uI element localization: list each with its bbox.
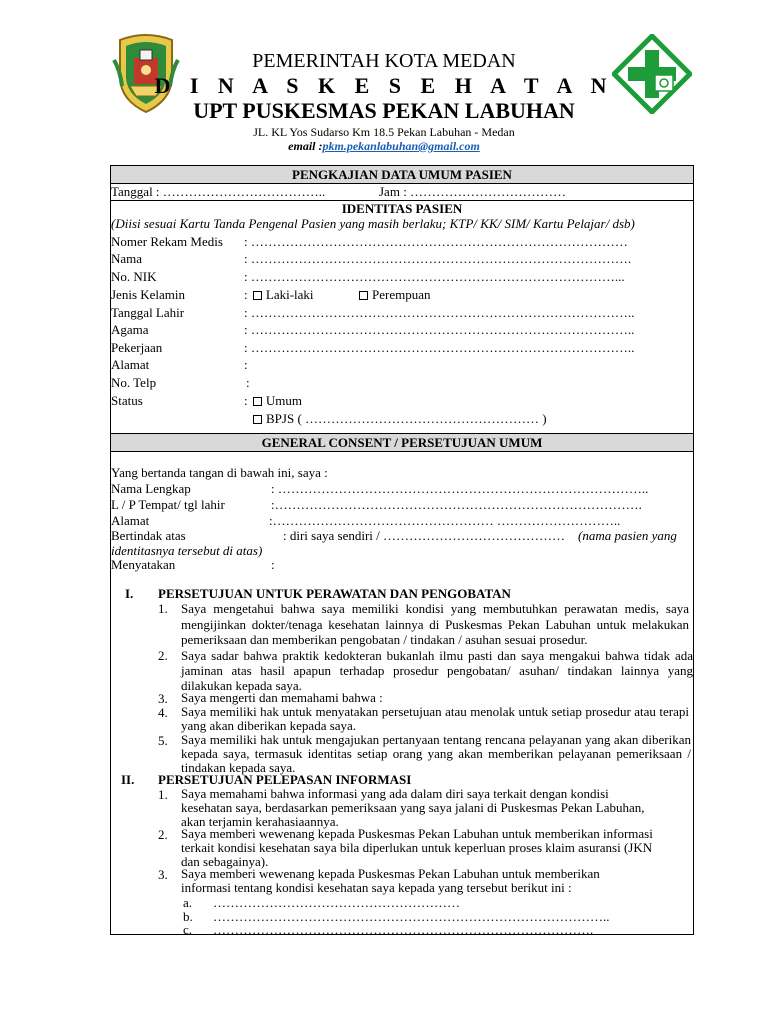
unit-title: UPT PUSKESMAS PEKAN LABUHAN — [193, 98, 575, 123]
checkbox-laki-laki[interactable] — [253, 291, 262, 300]
email-line — [0, 139, 768, 153]
gender-option-2 — [357, 287, 430, 302]
item-text: Saya memahami bahwa informasi yang ada dalam diri saya terkait dengan kondisi kesehatan saya, berdasarkan pemeriksaan yang saya jalani di Puskesmas Pekan Labuhan, akan terjamin kerahasiaannya. — [181, 786, 645, 829]
field-label: Nama — [111, 251, 143, 266]
email-link[interactable]: pkm.pekanlabuhan@gmail.com — [322, 139, 480, 153]
dept-title: D I N A S K E S E H A T A N — [154, 73, 614, 98]
field-label: No. NIK — [111, 269, 157, 284]
identitas-note: (Diisi sesuai Kartu Tanda Pengenal Pasien yang masih berlaku; KTP/ KK/ SIM/ Kartu Pelajar/ dsb) — [111, 216, 635, 231]
gender-option: Perempuan — [372, 287, 431, 302]
field-value[interactable]: : …………………………………………………………………………... — [244, 269, 625, 284]
sub-item-label: a. — [183, 895, 193, 910]
field-value[interactable]: : — [246, 375, 250, 390]
field-value[interactable]: : …………………………………………………………………………….. — [244, 340, 635, 355]
sub-item-value[interactable]: ……………………………………………………………………………. — [213, 922, 594, 937]
consent-value[interactable]: :…………………………………………… ……………………….. — [269, 513, 621, 528]
checkbox-bpjs[interactable] — [253, 415, 262, 424]
item-num: 4. — [158, 705, 168, 720]
consent-label: Menyatakan — [111, 557, 176, 572]
consent-value[interactable]: : ………………………………………………………………………….. — [271, 481, 649, 496]
consent-label: L / P Tempat/ tgl lahir — [111, 497, 225, 512]
field-value[interactable]: : ……………………………………………………………………………. — [244, 251, 632, 266]
field-label: Tanggal Lahir — [111, 305, 185, 320]
field-label: Agama — [111, 322, 149, 337]
field-value[interactable]: : — [244, 357, 248, 372]
form-title: PENGKAJIAN DATA UMUM PASIEN — [111, 166, 693, 183]
field-label: No. Telp — [111, 375, 157, 390]
field-label: Status — [111, 393, 143, 408]
item-num: 2. — [158, 827, 168, 842]
item-text: Saya memberi wewenang kepada Puskesmas Pekan Labuhan untuk memberikan informasi tentang kondisi kesehatan saya kepada yang tersebut berikut ini : — [181, 866, 600, 895]
gender-option: Laki-laki — [265, 287, 314, 302]
status-option: BPJS ( ……………………………………………… ) — [266, 411, 547, 426]
letterhead — [0, 0, 768, 160]
field-label: Jenis Kelamin — [111, 287, 186, 302]
section-num: I. — [125, 586, 134, 601]
sub-item-label: b. — [183, 909, 193, 924]
identitas-title: IDENTITAS PASIEN — [341, 201, 463, 216]
item-num: 3. — [158, 691, 168, 706]
form-box — [110, 165, 694, 935]
field-colon: : — [244, 287, 248, 302]
item-text: Saya memiliki hak untuk menyatakan persetujuan atau menolak untuk setiap prosedur atau terapi yang akan diberikan kepada saya. — [181, 704, 689, 733]
consent-label: Nama Lengkap — [111, 481, 191, 496]
field-label: Pekerjaan — [111, 340, 163, 355]
field-colon: : — [244, 393, 248, 408]
section-title: PERSETUJUAN PELEPASAN INFORMASI — [158, 772, 412, 787]
consent-title: GENERAL CONSENT / PERSETUJUAN UMUM — [111, 434, 693, 451]
field-label: Nomer Rekam Medis — [111, 234, 223, 249]
consent-intro: Yang bertanda tangan di bawah ini, saya : — [111, 465, 328, 480]
sub-item-value[interactable]: ………………………………………………… — [213, 895, 460, 910]
sub-item-label: c. — [183, 922, 193, 937]
checkbox-umum[interactable] — [253, 397, 262, 406]
divider — [111, 451, 693, 452]
checkbox-perempuan[interactable] — [359, 291, 368, 300]
field-value[interactable]: : …………………………………………………………………………….. — [244, 322, 635, 337]
section-num: II. — [121, 772, 135, 787]
item-num: 5. — [158, 733, 168, 748]
item-text: Saya memberi wewenang kepada Puskesmas Pekan Labuhan untuk memberikan informasi terkait kondisi kesehatan saya bila diperlukan untuk keperluan proses klaim asuransi (JKN dan sebagainya). — [181, 826, 653, 869]
bertindak-note: (nama pasien yang — [578, 528, 677, 543]
item-text: Saya mengetahui bahwa saya memiliki kondisi yang membutuhkan perawatan medis, saya mengijinkan dokter/tenaga kesehatan lainnya di Puskesmas Pekan Labuhan untuk melakukan pemeriksaan dan memberikan pengobatan / tindakan / asuhan sesuai prosedur. — [181, 601, 689, 647]
jam-field[interactable]: Jam : ……………………………… — [379, 184, 567, 199]
email-label: email : — [288, 139, 323, 153]
address: JL. KL Yos Sudarso Km 18.5 Pekan Labuhan - Medan — [253, 125, 515, 139]
item-text: Saya sadar bahwa praktik kedokteran bukanlah ilmu pasti dan saya mengakui bahwa tidak ada jaminan atas hasil apapun terhadap prosedur pengobatan/ asuhan/ tindakan lainnya yang dilakukan kepada saya. — [181, 648, 693, 693]
bertindak-note-2: identitasnya tersebut di atas) — [111, 543, 263, 558]
consent-label: Alamat — [111, 513, 150, 528]
status-option: Umum — [265, 393, 302, 408]
gov-title: PEMERINTAH KOTA MEDAN — [252, 50, 516, 72]
consent-value[interactable]: : diri saya sendiri / …………………………………… — [283, 528, 566, 543]
item-text: Saya mengerti dan memahami bahwa : — [181, 690, 383, 705]
consent-value[interactable]: : — [271, 557, 275, 572]
item-num: 1. — [158, 787, 168, 802]
field-value[interactable]: : …………………………………………………………………………….. — [244, 305, 635, 320]
consent-label: Bertindak atas — [111, 528, 186, 543]
consent-value[interactable]: :…………………………………………………………………………. — [271, 497, 642, 512]
status-option-bpjs — [251, 411, 547, 426]
field-value[interactable]: : …………………………………………………………………………… — [244, 234, 628, 249]
item-text: Saya memiliki hak untuk mengajukan pertanyaan tentang rencana pelayanan yang akan diberikan kepada saya, termasuk identitas setiap orang yang akan memberikan pelayanan pemeriksaan / tindakan kepada saya. — [181, 732, 691, 775]
section-title: PERSETUJUAN UNTUK PERAWATAN DAN PENGOBATAN — [158, 586, 511, 601]
field-label: Alamat — [111, 357, 150, 372]
item-num: 3. — [158, 867, 168, 882]
item-num: 1. — [158, 601, 168, 616]
tanggal-field[interactable]: Tanggal : ……………………………….. — [111, 184, 326, 199]
sub-item-value[interactable]: ……………………………………………………………………………….. — [213, 909, 610, 924]
status-field — [244, 393, 302, 408]
gender-field — [244, 287, 314, 302]
item-num: 2. — [158, 648, 168, 663]
